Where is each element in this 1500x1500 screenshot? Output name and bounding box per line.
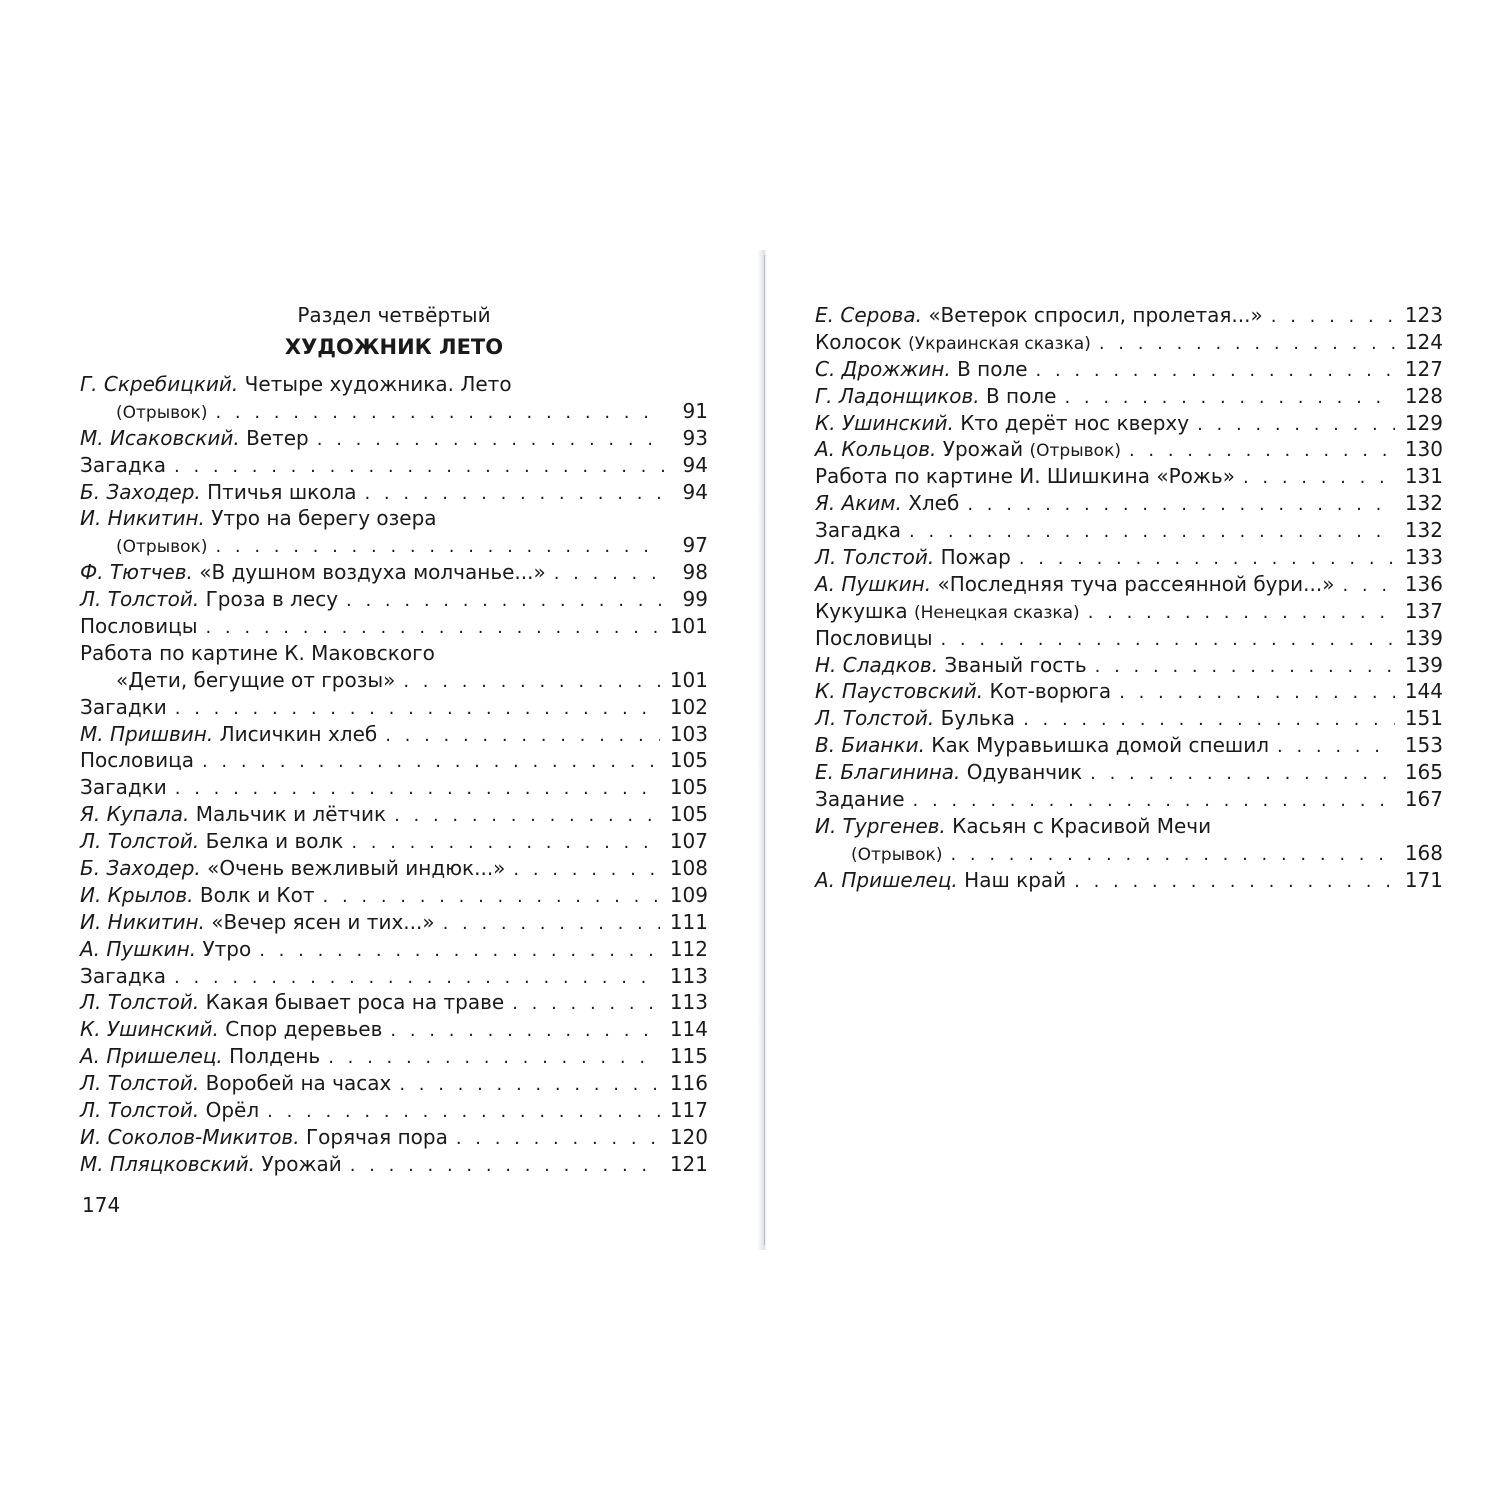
toc-entry-text bbox=[80, 747, 194, 774]
toc-title: Мальчик и лётчик bbox=[195, 802, 387, 827]
toc-title: Пожар bbox=[940, 545, 1011, 570]
toc-page-number: 97 bbox=[682, 533, 708, 558]
toc-title: Загадка bbox=[80, 452, 167, 477]
toc-entry-text bbox=[80, 936, 251, 963]
toc-subtitle: (Отрывок) bbox=[116, 402, 208, 423]
toc-entry-text bbox=[815, 490, 959, 517]
dot-leader bbox=[174, 454, 664, 481]
toc-subtitle: (Ненецкая сказка) bbox=[913, 602, 1080, 623]
toc-title: «Последняя туча рассеянной бури...» bbox=[937, 571, 1335, 596]
toc-entry bbox=[80, 452, 708, 479]
toc-entry bbox=[815, 867, 1443, 894]
toc-title: Лисичкин хлеб bbox=[219, 721, 378, 746]
toc-title: Утро bbox=[202, 936, 252, 961]
toc-entry-text bbox=[815, 410, 1189, 437]
toc-page-number: 127 bbox=[1404, 356, 1443, 381]
toc-title: Воробей на часах bbox=[205, 1071, 392, 1096]
toc-entry-text bbox=[815, 652, 1087, 679]
toc-entry bbox=[80, 855, 708, 882]
dot-leader bbox=[205, 615, 659, 642]
toc-entry-text bbox=[80, 452, 166, 479]
toc-entry-text bbox=[815, 571, 1334, 598]
toc-entry-text bbox=[80, 1151, 342, 1178]
toc-title: Званый гость bbox=[944, 652, 1087, 677]
toc-page-number: 168 bbox=[1404, 840, 1443, 865]
toc-entry-text bbox=[80, 801, 386, 828]
toc-entry bbox=[815, 436, 1443, 463]
toc-entry bbox=[80, 1016, 708, 1043]
toc-author: Л. Толстой. bbox=[80, 829, 200, 854]
dot-leader bbox=[909, 519, 1395, 546]
toc-entry bbox=[815, 383, 1443, 410]
toc-page-number: 132 bbox=[1404, 491, 1443, 516]
toc-entry-text bbox=[815, 329, 1091, 358]
toc-author: И. Никитин. bbox=[80, 909, 205, 934]
toc-author: А. Пришелец. bbox=[80, 1044, 223, 1069]
toc-author: К. Ушинский. bbox=[80, 1017, 219, 1042]
toc-title: Пословицы bbox=[80, 614, 198, 639]
dot-leader bbox=[399, 1072, 659, 1099]
toc-entry bbox=[80, 963, 708, 990]
toc-author: А. Кольцов. bbox=[815, 437, 937, 462]
toc-title: Задание bbox=[815, 787, 905, 812]
dot-leader bbox=[215, 534, 664, 561]
dot-leader bbox=[1088, 600, 1395, 627]
spine-fold bbox=[764, 255, 765, 1245]
toc-page-number: 117 bbox=[669, 1098, 708, 1123]
toc-entry bbox=[80, 532, 708, 559]
toc-subtitle: (Украинская сказка) bbox=[908, 333, 1091, 354]
dot-leader bbox=[350, 1153, 660, 1180]
toc-author: Л. Толстой. bbox=[80, 1098, 200, 1123]
toc-page-number: 139 bbox=[1404, 625, 1443, 650]
toc-entry bbox=[815, 302, 1443, 329]
toc-author: М. Пришвин. bbox=[80, 721, 214, 746]
toc-entry bbox=[80, 747, 708, 774]
toc-entry bbox=[80, 774, 708, 801]
toc-entry-text bbox=[80, 398, 207, 427]
dot-leader bbox=[364, 481, 664, 508]
toc-author: К. Паустовский. bbox=[815, 679, 984, 704]
toc-title: В поле bbox=[957, 356, 1028, 381]
toc-title: Кот-ворюга bbox=[989, 679, 1112, 704]
toc-page-number: 165 bbox=[1404, 760, 1443, 785]
dot-leader bbox=[1036, 358, 1395, 385]
toc-author: И. Крылов. bbox=[80, 882, 194, 907]
toc-author: Б. Заходер. bbox=[80, 856, 201, 881]
toc-page-number: 94 bbox=[682, 452, 708, 477]
dot-leader bbox=[351, 830, 659, 857]
toc-title: Загадки bbox=[80, 775, 167, 800]
toc-author: Л. Толстой. bbox=[815, 706, 935, 731]
toc-page-number: 139 bbox=[1404, 652, 1443, 677]
toc-entry bbox=[80, 1151, 708, 1178]
toc-author: Г. Ладонщиков. bbox=[815, 383, 980, 408]
toc-entry-text bbox=[80, 667, 395, 694]
toc-entry-text bbox=[815, 705, 1015, 732]
dot-leader bbox=[317, 427, 664, 454]
toc-page-number: 111 bbox=[669, 909, 708, 934]
toc-entry bbox=[815, 544, 1443, 571]
toc-page-number: 105 bbox=[669, 748, 708, 773]
toc-entry bbox=[815, 329, 1443, 356]
toc-title: Полдень bbox=[229, 1044, 321, 1069]
toc-author: Е. Серова. bbox=[815, 303, 922, 327]
toc-entry bbox=[80, 828, 708, 855]
toc-title: «Вечер ясен и тих...» bbox=[211, 909, 435, 934]
dot-leader bbox=[1019, 546, 1395, 573]
toc-page-number: 103 bbox=[669, 721, 708, 746]
dot-leader bbox=[456, 1126, 660, 1153]
toc-author: И. Соколов-Микитов. bbox=[80, 1124, 300, 1149]
toc-author: И. Тургенев. bbox=[815, 813, 946, 838]
toc-entry-text bbox=[815, 302, 1263, 329]
toc-title: Загадка bbox=[815, 518, 902, 543]
toc-author: В. Бианки. bbox=[815, 733, 925, 758]
toc-author: Н. Сладков. bbox=[815, 652, 939, 677]
toc-entry bbox=[80, 1097, 708, 1124]
dot-leader bbox=[1074, 869, 1395, 896]
toc-page-number: 101 bbox=[669, 667, 708, 692]
toc-entry-text bbox=[80, 371, 512, 398]
toc-entry-text bbox=[815, 544, 1011, 571]
toc-page-number: 93 bbox=[682, 425, 708, 450]
toc-page-number: 132 bbox=[1404, 518, 1443, 543]
toc-title: «В душном воздуха молчанье...» bbox=[199, 560, 546, 585]
toc-author: Л. Толстой. bbox=[80, 1071, 200, 1096]
toc-subtitle: (Отрывок) bbox=[1029, 441, 1121, 462]
toc-list-right bbox=[815, 302, 1443, 894]
toc-entry-text bbox=[80, 532, 207, 561]
dot-leader bbox=[950, 842, 1394, 869]
toc-entry-text bbox=[815, 840, 942, 869]
toc-entry bbox=[80, 586, 708, 613]
toc-page-number: 130 bbox=[1404, 437, 1443, 462]
toc-entry bbox=[815, 463, 1443, 490]
toc-author: Е. Благинина. bbox=[815, 760, 961, 785]
toc-subtitle: (Отрывок) bbox=[116, 537, 208, 558]
toc-title: Хлеб bbox=[908, 491, 960, 516]
toc-entry bbox=[80, 694, 708, 721]
toc-page-number: 98 bbox=[682, 560, 708, 585]
toc-page-number: 120 bbox=[669, 1124, 708, 1149]
toc-page-number: 109 bbox=[669, 882, 708, 907]
toc-page-number: 121 bbox=[669, 1151, 708, 1176]
toc-entry bbox=[815, 813, 1443, 840]
dot-leader bbox=[1129, 438, 1395, 465]
dot-leader bbox=[1197, 412, 1395, 439]
toc-title: Работа по картине И. Шишкина «Рожь» bbox=[815, 464, 1235, 489]
toc-entry bbox=[80, 1043, 708, 1070]
toc-entry-text bbox=[80, 613, 197, 640]
dot-leader bbox=[403, 669, 659, 696]
dot-leader bbox=[202, 749, 660, 776]
dot-leader bbox=[267, 1099, 660, 1126]
toc-title: Спор деревьев bbox=[225, 1017, 383, 1042]
toc-entry-text bbox=[80, 479, 356, 506]
toc-title: Булька bbox=[940, 706, 1016, 731]
toc-entry bbox=[80, 721, 708, 748]
toc-page-number: 133 bbox=[1404, 545, 1443, 570]
toc-entry-text bbox=[80, 721, 377, 748]
toc-author: А. Пушкин. bbox=[815, 571, 932, 596]
toc-entry bbox=[815, 356, 1443, 383]
toc-page-number: 115 bbox=[669, 1044, 708, 1069]
toc-entry bbox=[815, 678, 1443, 705]
toc-author: М. Пляцковский. bbox=[80, 1151, 255, 1176]
toc-entry bbox=[80, 371, 708, 398]
toc-page-number: 116 bbox=[669, 1071, 708, 1096]
section-label: Раздел четвёртый bbox=[297, 303, 491, 327]
page-number: 174 bbox=[82, 1193, 121, 1217]
toc-page-number: 112 bbox=[669, 936, 708, 961]
toc-entry-text bbox=[815, 517, 901, 544]
toc-author: Я. Аким. bbox=[815, 491, 902, 516]
toc-title: Птичья школа bbox=[207, 479, 357, 504]
dot-leader bbox=[1064, 385, 1394, 412]
toc-page-number: 108 bbox=[669, 856, 708, 881]
toc-author: К. Ушинский. bbox=[815, 410, 954, 435]
toc-entry-text bbox=[80, 425, 309, 452]
toc-entry-text bbox=[815, 867, 1066, 894]
toc-page-number: 124 bbox=[1404, 329, 1443, 354]
toc-title: Урожай bbox=[261, 1151, 342, 1176]
toc-entry bbox=[80, 909, 708, 936]
toc-title: Ветер bbox=[246, 425, 309, 450]
toc-entry-text bbox=[815, 625, 932, 652]
toc-entry bbox=[815, 759, 1443, 786]
toc-author: А. Пришелец. bbox=[815, 867, 958, 892]
toc-entry bbox=[815, 652, 1443, 679]
toc-entry bbox=[815, 840, 1443, 867]
toc-page-number: 91 bbox=[682, 398, 708, 423]
toc-title: «Дети, бегущие от грозы» bbox=[116, 667, 396, 692]
toc-entry-text bbox=[815, 813, 1211, 840]
toc-title: Урожай bbox=[942, 437, 1024, 462]
toc-entry bbox=[80, 1124, 708, 1151]
toc-entry bbox=[80, 613, 708, 640]
toc-title: «Ветерок спросил, пролетая...» bbox=[928, 303, 1263, 327]
toc-entry-text bbox=[815, 759, 1082, 786]
toc-page-number: 123 bbox=[1404, 303, 1443, 327]
toc-title: Касьян с Красивой Мечи bbox=[952, 813, 1212, 838]
toc-entry bbox=[815, 598, 1443, 625]
toc-page-number: 99 bbox=[682, 587, 708, 612]
dot-leader bbox=[323, 884, 660, 911]
dot-leader bbox=[1119, 680, 1395, 707]
toc-entry-text bbox=[815, 786, 905, 813]
toc-title: «Очень вежливый индюк...» bbox=[207, 856, 506, 881]
toc-entry bbox=[80, 479, 708, 506]
toc-entry bbox=[80, 398, 708, 425]
toc-title: Волк и Кот bbox=[199, 882, 315, 907]
toc-page-number: 94 bbox=[682, 479, 708, 504]
dot-leader bbox=[513, 857, 659, 884]
toc-title: В поле bbox=[985, 383, 1057, 408]
toc-entry bbox=[815, 517, 1443, 544]
dot-leader bbox=[940, 627, 1394, 654]
toc-title: Одуванчик bbox=[966, 760, 1083, 785]
toc-entry-text bbox=[815, 356, 1028, 383]
toc-entry bbox=[815, 625, 1443, 652]
toc-page-number: 114 bbox=[669, 1017, 708, 1042]
toc-entry-text bbox=[80, 1124, 448, 1151]
toc-entry-text bbox=[80, 963, 166, 990]
toc-entry-text bbox=[80, 1016, 382, 1043]
toc-entry bbox=[80, 801, 708, 828]
toc-page-number: 167 bbox=[1404, 787, 1443, 812]
toc-entry-text bbox=[80, 855, 505, 882]
toc-entry-text bbox=[80, 640, 435, 667]
toc-page-number: 105 bbox=[669, 802, 708, 827]
dot-leader bbox=[390, 1018, 659, 1045]
toc-title: Загадка bbox=[80, 963, 167, 988]
section-title: ХУДОЖНИК ЛЕТО bbox=[284, 335, 504, 359]
toc-title: Утро на берегу озера bbox=[211, 506, 437, 531]
toc-title: Кукушка bbox=[815, 598, 908, 623]
toc-entry-text bbox=[80, 586, 338, 613]
toc-author: Ф. Тютчев. bbox=[80, 560, 193, 585]
toc-entry bbox=[815, 571, 1443, 598]
toc-page-number: 101 bbox=[669, 614, 708, 639]
toc-title: Загадки bbox=[80, 694, 167, 719]
toc-title: Горячая пора bbox=[305, 1124, 448, 1149]
toc-author: Я. Купала. bbox=[80, 802, 190, 827]
toc-entry bbox=[815, 705, 1443, 732]
toc-title: Орёл bbox=[205, 1098, 260, 1123]
dot-leader bbox=[443, 911, 660, 938]
toc-title: Работа по картине К. Маковского bbox=[80, 640, 435, 665]
toc-author: М. Исаковский. bbox=[80, 425, 240, 450]
toc-page-number: 136 bbox=[1404, 571, 1443, 596]
dot-leader bbox=[512, 991, 660, 1018]
toc-title: Пословица bbox=[80, 748, 194, 773]
toc-entry-text bbox=[80, 559, 546, 586]
toc-entry-text bbox=[80, 882, 315, 909]
dot-leader bbox=[385, 723, 660, 750]
dot-leader bbox=[1090, 761, 1395, 788]
toc-page-number: 129 bbox=[1404, 410, 1443, 435]
toc-author: Л. Толстой. bbox=[80, 587, 200, 612]
toc-entry bbox=[815, 490, 1443, 517]
dot-leader bbox=[1271, 304, 1395, 331]
toc-page-number: 113 bbox=[669, 963, 708, 988]
toc-entry-text bbox=[80, 694, 167, 721]
dot-leader bbox=[174, 965, 660, 992]
toc-subtitle: (Отрывок) bbox=[851, 844, 943, 865]
toc-page-number: 113 bbox=[669, 990, 708, 1015]
toc-title: Наш край bbox=[964, 867, 1067, 892]
toc-entry bbox=[80, 425, 708, 452]
toc-page-number: 151 bbox=[1404, 706, 1443, 731]
toc-entry bbox=[80, 1070, 708, 1097]
toc-entry-text bbox=[815, 436, 1121, 465]
dot-leader bbox=[1277, 734, 1395, 761]
toc-author: А. Пушкин. bbox=[80, 936, 197, 961]
dot-leader bbox=[1099, 331, 1395, 358]
toc-entry-text bbox=[815, 678, 1111, 705]
toc-title: Гроза в лесу bbox=[205, 587, 339, 612]
toc-author: Г. Скребицкий. bbox=[80, 372, 239, 396]
toc-entry bbox=[815, 732, 1443, 759]
dot-leader bbox=[1243, 465, 1395, 492]
dot-leader bbox=[175, 776, 660, 803]
dot-leader bbox=[328, 1045, 660, 1072]
toc-author: Л. Толстой. bbox=[815, 545, 935, 570]
toc-list-left bbox=[80, 371, 708, 1178]
toc-entry-text bbox=[80, 828, 343, 855]
toc-page-number: 105 bbox=[669, 775, 708, 800]
toc-entry bbox=[80, 882, 708, 909]
dot-leader bbox=[259, 938, 660, 965]
dot-leader bbox=[1023, 707, 1395, 734]
toc-entry bbox=[815, 410, 1443, 437]
dot-leader bbox=[1342, 573, 1394, 600]
toc-page-number: 102 bbox=[669, 694, 708, 719]
toc-entry-text bbox=[80, 505, 437, 532]
toc-entry bbox=[80, 936, 708, 963]
toc-entry-text bbox=[815, 732, 1269, 759]
toc-page-number: 144 bbox=[1404, 679, 1443, 704]
toc-author: Л. Толстой. bbox=[80, 990, 200, 1015]
toc-title: Колосок bbox=[815, 329, 902, 354]
toc-page-number: 107 bbox=[669, 829, 708, 854]
dot-leader bbox=[215, 400, 664, 427]
toc-entry bbox=[80, 989, 708, 1016]
toc-page-number: 153 bbox=[1404, 733, 1443, 758]
dot-leader bbox=[1095, 654, 1395, 681]
toc-author: И. Никитин. bbox=[80, 506, 205, 531]
toc-page-number: 131 bbox=[1404, 464, 1443, 489]
toc-entry-text bbox=[80, 774, 167, 801]
toc-entry bbox=[80, 640, 708, 667]
toc-title: Белка и волк bbox=[205, 829, 344, 854]
toc-title: Четыре художника. Лето bbox=[244, 372, 512, 396]
toc-entry bbox=[80, 505, 708, 532]
dot-leader bbox=[175, 696, 660, 723]
book-spine bbox=[757, 250, 767, 1250]
toc-entry-text bbox=[815, 383, 1056, 410]
dot-leader bbox=[913, 788, 1395, 815]
toc-entry bbox=[815, 786, 1443, 813]
toc-entry-text bbox=[80, 1043, 320, 1070]
toc-entry bbox=[80, 667, 708, 694]
toc-title: Какая бывает роса на траве bbox=[205, 990, 505, 1015]
toc-entry-text bbox=[80, 1070, 391, 1097]
toc-entry bbox=[80, 559, 708, 586]
dot-leader bbox=[346, 588, 664, 615]
toc-entry-text bbox=[815, 598, 1080, 627]
toc-entry-text bbox=[815, 463, 1235, 490]
toc-author: С. Дрожжин. bbox=[815, 356, 951, 381]
dot-leader bbox=[967, 492, 1395, 519]
dot-leader bbox=[554, 561, 664, 588]
toc-author: Б. Заходер. bbox=[80, 479, 201, 504]
toc-page-number: 137 bbox=[1404, 598, 1443, 623]
toc-title: Как Муравьишка домой спешил bbox=[931, 733, 1269, 758]
toc-entry-text bbox=[80, 1097, 259, 1124]
toc-page-number: 171 bbox=[1404, 867, 1443, 892]
toc-entry-text bbox=[80, 909, 435, 936]
toc-title: Кто дерёт нос кверху bbox=[960, 410, 1190, 435]
toc-entry-text bbox=[80, 989, 504, 1016]
toc-title: Пословицы bbox=[815, 625, 933, 650]
dot-leader bbox=[394, 803, 660, 830]
toc-page-number: 128 bbox=[1404, 383, 1443, 408]
